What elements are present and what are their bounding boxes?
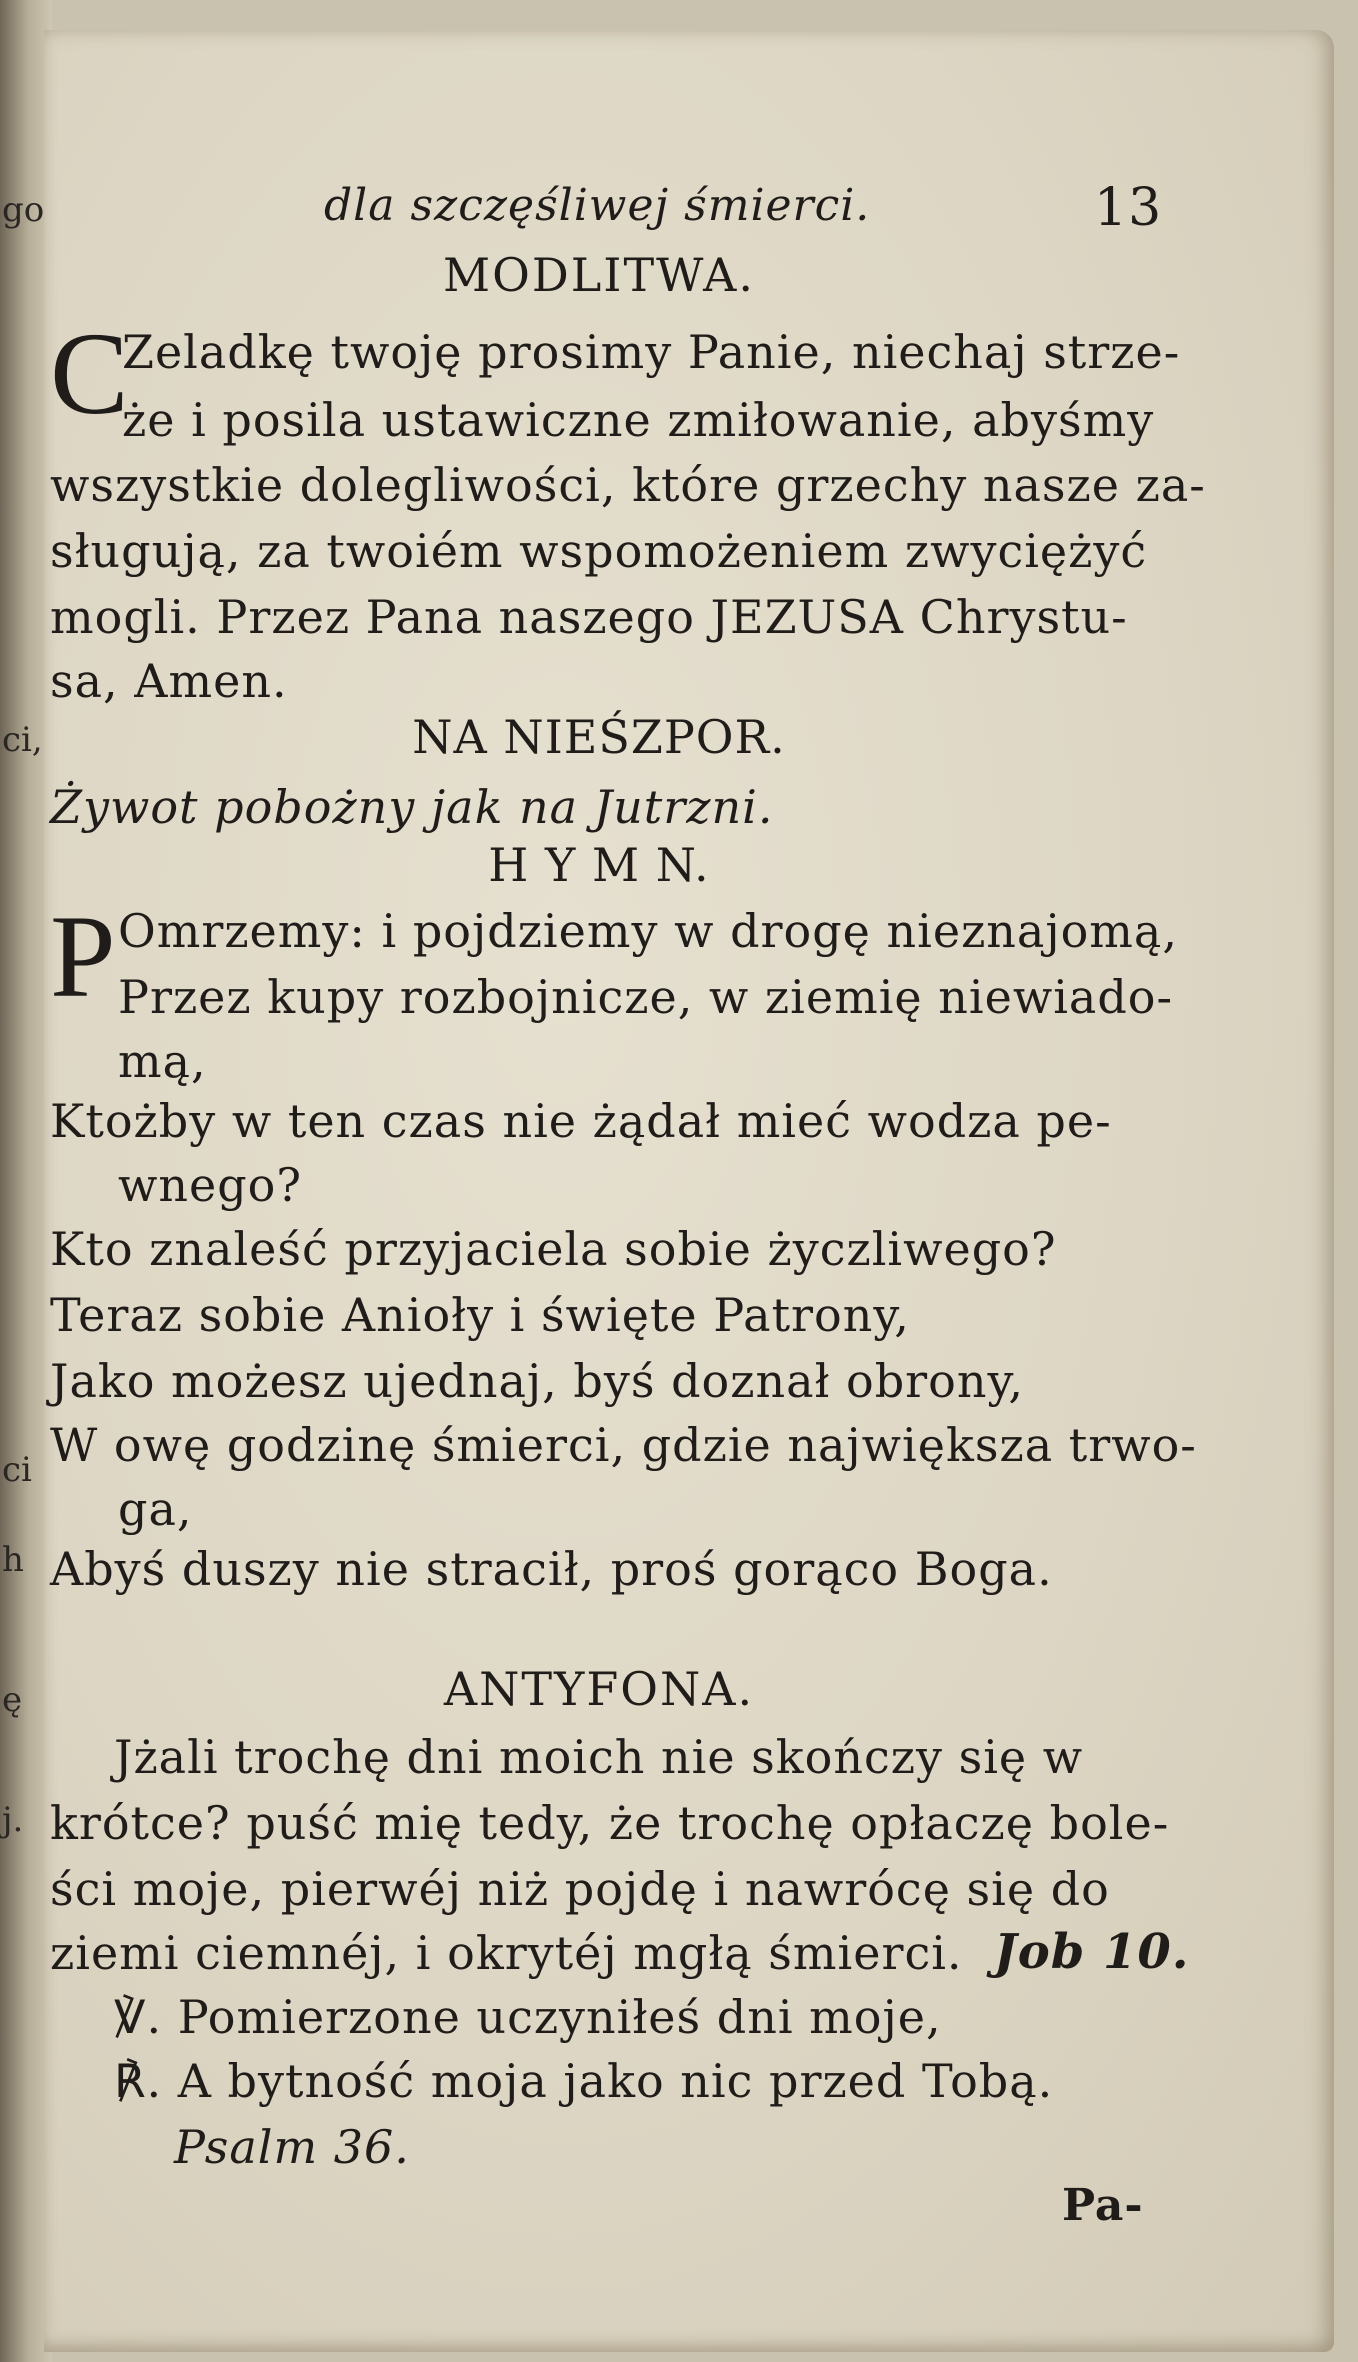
hymn-line: Przez kupy rozbojnicze, w ziemię niewiado- bbox=[118, 970, 1174, 1024]
antiphon-citation: Job 10. bbox=[994, 1924, 1190, 1980]
hymn-line: wnego? bbox=[118, 1158, 303, 1212]
antiphon-heading: ANTYFONA. bbox=[443, 1662, 755, 1716]
versicle: ℣. Pomierzone uczyniłeś dni moje, bbox=[114, 1990, 942, 2044]
prayer-line: mogli. Przez Pana naszego JEZUSA Chrystu- bbox=[50, 590, 1128, 644]
antiphon-line: Jżali trochę dni moich nie skończy się w bbox=[114, 1730, 1084, 1784]
prayer-line: sługują, za twoiém wspomożeniem zwyciężyć bbox=[50, 524, 1148, 578]
hymn-line: Teraz sobie Anioły i święte Patrony, bbox=[50, 1288, 910, 1342]
hymn-line: ga, bbox=[118, 1482, 193, 1536]
facing-fragment: j. bbox=[2, 1800, 24, 1840]
book-page bbox=[44, 30, 1334, 2352]
prayer-heading: MODLITWA. bbox=[443, 248, 755, 302]
facing-fragment: ci, bbox=[2, 720, 43, 760]
antiphon-line: krótce? puść mię tedy, że trochę opłaczę bole- bbox=[50, 1796, 1170, 1850]
response: ℟. A bytność moja jako nic przed Tobą. bbox=[114, 2054, 1054, 2108]
prayer-line: że i posila ustawiczne zmiłowanie, abyśmy bbox=[122, 393, 1155, 447]
facing-fragment: ci bbox=[2, 1450, 32, 1490]
facing-fragment: go bbox=[2, 190, 45, 230]
vespers-note: Żywot pobożny jak na Jutrzni. bbox=[50, 780, 774, 834]
catchword: Pa- bbox=[1062, 2180, 1144, 2231]
hymn-dropcap: P bbox=[50, 891, 116, 1022]
prayer-dropcap: C bbox=[50, 308, 129, 439]
facing-fragment: h bbox=[2, 1540, 24, 1580]
hymn-line: Kto znaleść przyjaciela sobie życzliwego? bbox=[50, 1222, 1057, 1276]
vespers-heading: NA NIEŚZPOR. bbox=[412, 710, 786, 764]
hymn-line: Ktożby w ten czas nie żądał mieć wodza pe- bbox=[50, 1094, 1112, 1148]
prayer-line: Zeladkę twoję prosimy Panie, niechaj strze- bbox=[122, 325, 1181, 379]
hymn-line: Jako możesz ujednaj, byś doznał obrony, bbox=[50, 1354, 1024, 1408]
hymn-line: Omrzemy: i pojdziemy w drogę nieznajomą, bbox=[118, 904, 1178, 958]
prayer-line: wszystkie dolegliwości, które grzechy nasze za- bbox=[50, 458, 1206, 512]
prayer-line: sa, Amen. bbox=[50, 654, 288, 708]
hymn-line: Abyś duszy nie stracił, proś gorąco Boga. bbox=[50, 1542, 1053, 1596]
hymn-line: W owę godzinę śmierci, gdzie największa trwo- bbox=[50, 1418, 1197, 1472]
running-title: dla szczęśliwej śmierci. bbox=[324, 180, 871, 231]
psalm-reference: Psalm 36. bbox=[174, 2120, 410, 2174]
hymn-line: mą, bbox=[118, 1034, 207, 1088]
page-number: 13 bbox=[1094, 178, 1163, 238]
hymn-heading: H Y M N. bbox=[488, 838, 710, 892]
antiphon-line: ści moje, pierwéj niż pojdę i nawrócę się do bbox=[50, 1862, 1110, 1916]
facing-fragment: ę bbox=[2, 1680, 23, 1720]
antiphon-line: ziemi ciemnéj, i okrytéj mgłą śmierci. bbox=[50, 1926, 963, 1980]
